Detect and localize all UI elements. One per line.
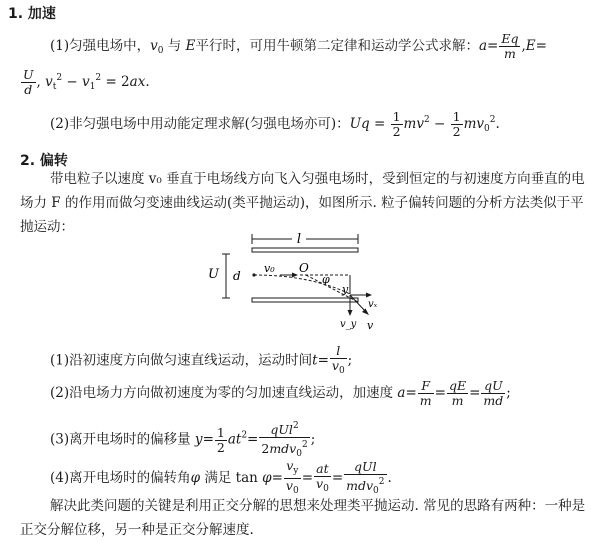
s2-item-4: (4)离开电场时的偏转角φ 满足 tan φ= $\frac{v_y}{v_0}$ = $\frac{at}{v_0}$ = $\frac{\text{qUl}}{mdv_0^2}$ .	[50, 458, 392, 496]
s1-item-2: (2)非匀强电场中用动能定理求解(匀强电场亦可)：Uq = $\frac{1}{2}$ $mv^2$ − $\frac{1}{2}$ $mv_0^2$.	[50, 109, 500, 139]
deflection-diagram	[200, 228, 390, 336]
s2-item-4-text-b: 满足 tan	[204, 470, 258, 486]
s2-item-2: (2)沿电场力方向做初速度为零的匀加速直线运动，加速度 a= $\frac{F}{m}$ = $\frac{qE}{m}$ = $\frac{qU}{md}$ ;	[50, 378, 511, 408]
vy-label: v_y	[340, 319, 357, 330]
section-1-title: 1. 加速	[8, 6, 56, 22]
s1-item-1-text-c: 平行时，可用牛顿第二定律和运动学公式求解：	[195, 38, 479, 54]
y-label: y	[342, 283, 349, 296]
d-label: d	[233, 269, 241, 283]
vx-label: vₓ	[368, 299, 378, 310]
s1-item-1-line-2: $\frac{U}{d}$ , $v_t^2 - v_1^2 = 2ax$.	[23, 67, 150, 97]
s1-item-2-text: (2)非匀强电场中用动能定理求解(匀强电场亦可)：	[50, 116, 350, 132]
s2-item-3-text: (3)离开电场时的偏移量	[50, 431, 191, 448]
s2-outro-paragraph: 解决此类问题的关键是利用正交分解的思想来处理类平抛运动. 常见的思路有两种：一种是正交分解位移，另一种是正交分解速度.	[20, 498, 586, 538]
s2-item-1: (1)沿初速度方向做匀速直线运动，运动时间t= $\frac{l}{v_0}$ ;	[50, 343, 353, 376]
top-plate	[252, 248, 358, 252]
O-label: O	[299, 261, 309, 275]
trajectory-curve	[254, 275, 350, 294]
v0-label: v₀	[264, 262, 275, 275]
bottom-plate	[252, 298, 358, 302]
vx-arrow-head	[366, 293, 372, 298]
s2-item-1-text: (1)沿初速度方向做匀速直线运动，运动时间	[50, 352, 313, 369]
U-label: U	[208, 267, 219, 282]
s2-item-2-text: (2)沿电场力方向做初速度为零的匀加速直线运动，加速度	[50, 385, 394, 401]
s1-item-1-text-a: (1)匀强电场中，	[50, 38, 151, 54]
s1-item-1-line-1: (1)匀强电场中，$v_0$ 与 E平行时，可用牛顿第二定律和运动学公式求解：a= $\frac{Eq}{m}$ ,E=	[50, 31, 547, 61]
s2-item-4-text: (4)离开电场时的偏转角	[50, 470, 191, 486]
s2-item-3: (3)离开电场时的偏移量 y= $\frac{1}{2}$ $at^2=$ $\frac{qUl^2}{2mdv_0^2}$ ;	[50, 421, 316, 459]
section-2-title: 2. 偏转	[20, 153, 68, 169]
s1-item-1-text-b: 与	[167, 38, 182, 54]
phi-label: φ	[322, 273, 330, 286]
l-label: l	[296, 232, 302, 247]
s2-intro-paragraph: 带电粒子以速度 v₀ 垂直于电场线方向飞入匀强电场时，受到恒定的与初速度方向垂直的电场力 F 的作用而做匀变速曲线运动(类平抛运动)，如图所示. 粒子偏转问题的分析方法类似于平抛运动：	[20, 171, 585, 235]
v-label: v	[367, 319, 374, 332]
v0-arrow-head	[292, 273, 298, 278]
vy-arrow-head	[348, 310, 353, 316]
